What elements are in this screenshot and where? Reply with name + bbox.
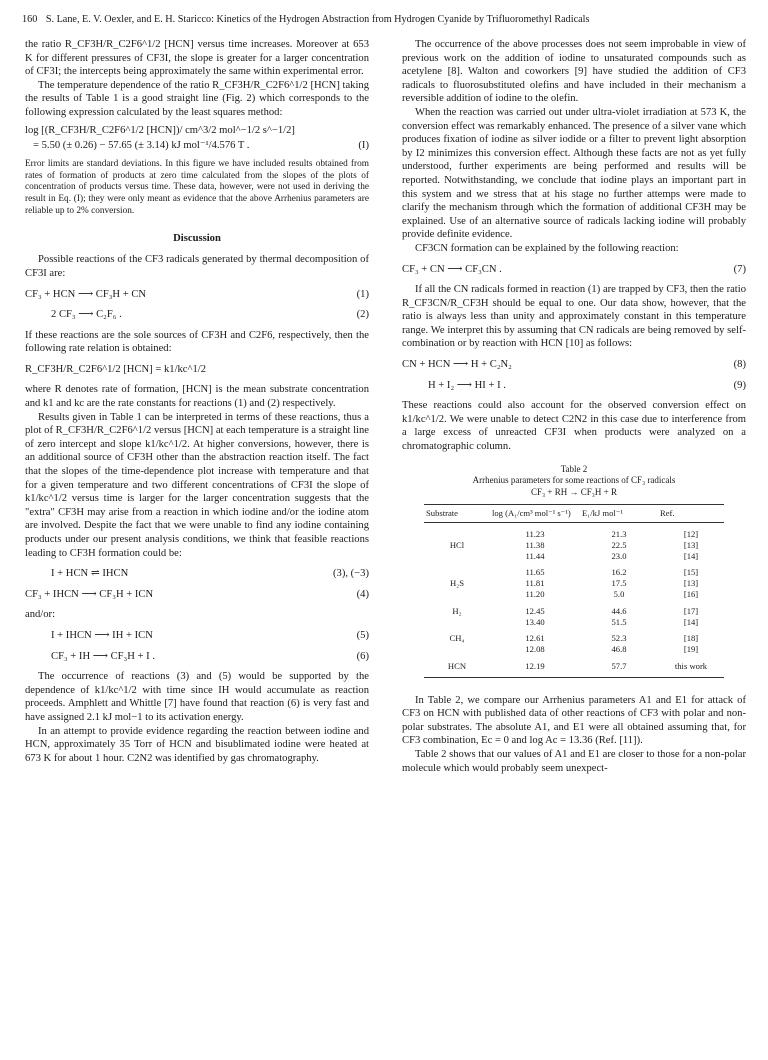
equation-text: R_CF3H/R_C2F6^1/2 [HCN] = k1/kc^1/2 <box>25 363 207 375</box>
equation-I <box>25 124 369 153</box>
paragraph: The occurrence of the above processes does not seem improbable in view of previous work on the addition of iodine to unsaturated compounds such as acetylene [8]. Walton and coworkers [9] have studied the addition of CF3 radicals to fluorosubstituted olefins and have included in their mechanism a reversible addition of iodine to the olefin. <box>402 39 746 105</box>
paragraph: In an attempt to provide evidence regarding the reaction between iodine and HCN, approximately 35 Torr of HCN and bisublimated iodine were heated at 673 K for about 1 hour. C2N2 was identified by gas chromatography. <box>25 725 369 764</box>
table-cell: 22.5 <box>611 539 627 550</box>
equation-I-line1: log [(R_CF3H/R_C2F6^1/2 [HCN])/ cm^3/2 mol^−1/2 s^−1/2] <box>25 124 295 136</box>
paragraph: If all the CN radicals formed in reaction (1) are trapped by CF3, then the ratio R_CF3CN/R_CF3H should be equal to one. Our data show, however, that the ratio is always less than unity and approximately constant in this temperature range. We interpret this by assuming that CN radicals are being removed by self-combination or by reaction with HCN [10] as follows: <box>402 284 746 350</box>
table-cell: 23.0 <box>611 550 627 561</box>
table-row <box>424 561 724 578</box>
left-column <box>25 38 369 1048</box>
equation-number: (9) <box>733 379 746 391</box>
running-header <box>22 13 746 27</box>
table-row <box>424 578 724 589</box>
equation-number: (3), (−3) <box>333 568 369 580</box>
table-row <box>424 655 724 677</box>
table-cell: 11.81 <box>525 578 545 589</box>
equation-number: (7) <box>733 263 746 275</box>
table-cell: 46.8 <box>611 644 627 655</box>
table-cell: [12] <box>683 528 699 539</box>
table-cell: 21.3 <box>611 528 627 539</box>
equation-number: (6) <box>356 650 369 662</box>
equation-number: (1) <box>356 288 369 300</box>
column-header: log (A₁/cm³ mol⁻¹ s⁻¹) <box>490 505 580 523</box>
page-number: 160 <box>22 14 38 25</box>
paragraph: When the reaction was carried out under ultra-violet irradiation at 573 K, the conversion effect was remarkably enhanced. The presence of a silver vane which produces fixation of iodine as silver iodide or a filter to prevent light absorption by I2 minimizes this conversion effect. Although these facts are not as yet fully understood, further experiments are being performed and results will be reported. Notwithstanding, we conclude that iodine plays an important part in this system and we stress that at his stage no further attemps were made to clarify the mechanism through which the formation of additional CF3H may be explained. Use of an alternative source of radicals lacking iodine will probably provide definite evidence. <box>402 106 746 241</box>
table-cell: 11.38 <box>525 539 545 550</box>
table-row <box>424 540 724 551</box>
equation-text: CN + HCN ⟶ H + C₂N₂ <box>402 359 512 371</box>
table-cell: 5.0 <box>613 588 625 599</box>
table-cell: [13] <box>683 539 699 550</box>
table-cell-substrate: H₂ <box>452 605 462 616</box>
paragraph: the ratio R_CF3H/R_C2F6^1/2 [HCN] versus time increases. Moreover at 653 K for different pressures of CF3I, the slope is greater for a larger concentration of CF3I; the intercepts being approximately the same within experimental error. <box>25 39 369 78</box>
table-row <box>424 522 724 539</box>
paragraph: Possible reactions of the CF3 radicals generated by thermal decomposition of CF3I are: <box>25 254 369 279</box>
table-cell-substrate: HCN <box>424 655 490 677</box>
table-caption <box>402 464 746 499</box>
table-cell-substrate: CH₄ <box>449 633 465 644</box>
table-row <box>424 627 724 644</box>
table-row <box>424 551 724 562</box>
table-cell: 11.65 <box>525 567 545 578</box>
table-row <box>424 589 724 600</box>
table-cell: 16.2 <box>611 567 627 578</box>
equation-6 <box>25 650 369 664</box>
equation-number: (8) <box>733 359 746 371</box>
table-cell: 52.3 <box>611 633 627 644</box>
paragraph: In Table 2, we compare our Arrhenius parameters A1 and E1 for attack of CF3 on HCN with published data of other reactions of CF3 with polar and non-polar substrates. The absolute A1, and E1 were all obtained assuming that, for CF3 combination, Ec = 0 and log Ac = 13.36 (Ref. [11]). <box>402 694 746 747</box>
equation-text: CF₃ + IH ⟶ CF₃H + I . <box>51 650 155 662</box>
equation-number: (I) <box>358 140 369 152</box>
column-header: Substrate <box>424 505 490 523</box>
table-cell: [13] <box>683 578 699 589</box>
table-cell: [16] <box>683 588 699 599</box>
table-cell: 12.19 <box>490 655 580 677</box>
table-cell: [14] <box>683 550 699 561</box>
equation-text: I + HCN ⇌ IHCN <box>51 568 129 580</box>
table-cell: 11.23 <box>525 528 545 539</box>
table-cell: [18] <box>683 633 699 644</box>
equation-1 <box>25 288 369 302</box>
equation-7 <box>402 263 746 277</box>
equation-4 <box>25 588 369 602</box>
table-cell: 11.44 <box>525 550 545 561</box>
table-cell: 57.7 <box>580 655 658 677</box>
column-header: E₁/kJ mol⁻¹ <box>580 505 658 523</box>
equation-I-line2: = 5.50 (± 0.26) − 57.65 (± 3.14) kJ mol⁻¹/4.576 T . <box>33 140 250 152</box>
paragraph: Table 2 shows that our values of A1 and E1 are closer to those for a non-polar molecule which would probably seem unexpect- <box>402 749 746 774</box>
paragraph: These reactions could also account for the observed conversion effect on k1/kc^1/2. We were unable to detect C2N2 in this case due to interference from a large excess of unreacted CF3I when products were analyzed on a chromatographic column. <box>402 400 746 453</box>
equation-number: (4) <box>356 588 369 600</box>
equation-3 <box>25 567 369 581</box>
equation-9 <box>402 379 746 393</box>
column-header: Ref. <box>658 505 724 523</box>
right-column <box>402 38 746 1048</box>
table-cell: [17] <box>683 605 699 616</box>
arrhenius-table <box>424 504 724 678</box>
table-title: Arrhenius parameters for some reactions of CF₃ radicals <box>472 475 676 486</box>
equation-text: CF₃ + CN ⟶ CF₃CN . <box>402 263 502 275</box>
table-row <box>424 617 724 628</box>
table-header-row <box>424 505 724 523</box>
table-cell: [15] <box>683 567 699 578</box>
paragraph-note: Error limits are standard deviations. In this figure we have included results obtained from rates of formation of products at zero time calculated from the slopes of the plots of concentration of products versus time. These data, however, were not used in deriving the result in Eq. (I); they were only meant as evidence that the above Arrhenius parameters are reliable up to 2% conversion. <box>25 158 369 216</box>
table-cell: 12.61 <box>525 633 545 644</box>
table-cell: [19] <box>683 644 699 655</box>
rate-relation <box>25 363 369 377</box>
table-cell: 12.08 <box>525 644 545 655</box>
equation-number: (5) <box>356 629 369 641</box>
table-cell: 51.5 <box>611 616 627 627</box>
equation-number: (2) <box>356 309 369 321</box>
paragraph: CF3CN formation can be explained by the following reaction: <box>415 242 679 254</box>
table-cell-substrate: HCl <box>449 539 465 550</box>
equation-8 <box>402 358 746 372</box>
equation-text: I + IHCN ⟶ IH + ICN <box>51 629 153 641</box>
table-cell: this work <box>658 655 724 677</box>
table-reaction: CF₃ + RH → CF₃H + R <box>531 486 617 497</box>
paragraph: The temperature dependence of the ratio R_CF3H/R_C2F6^1/2 [HCN] taking the results of Table 1 is a good straight line (Fig. 2) which corresponds to the following expression calculated by the least squares method: <box>25 79 369 118</box>
equation-text: 2 CF₃ ⟶ C₂F₆ . <box>51 309 122 321</box>
table-row <box>424 600 724 617</box>
table-label: Table 2 <box>560 463 588 474</box>
paragraph: The occurrence of reactions (3) and (5) would be supported by the dependence of k1/kc^1/2 with time since IH would accumulate as reaction proceeds. Amphlett and Whittle [7] have found that reaction (6) is very fast and have assigned 2.1 kJ mol−1 to its activation energy. <box>25 671 369 723</box>
table-cell: 44.6 <box>611 605 627 616</box>
table-cell: 13.40 <box>525 616 545 627</box>
paragraph: Results given in Table 1 can be interpreted in terms of these reactions, thus a plot of R_CF3H/R_C2F6^1/2 versus [HCN] at each temperature is a straight line of zero intercept and slope k1/kc^1/2. At higher conversions, however, there is an additional source of CF3H other than the abstraction reaction itself. The fact that the slopes of the time-dependence plot increase with temperature and that for a given temperature and two different concentrations of CF3I the slope of k1/kc^1/2 versus time is larger for the larger concentration suggests that the "extra" CF3H may arise from a reaction in which iodine and/or the iodine atom are involved. Despite the fact that we were unable to find any iodine containing products under our present analysis conditions, we think that feasible reactions leading to CF3H formation could be: <box>25 411 369 559</box>
equation-2 <box>25 308 369 322</box>
table-cell: [14] <box>683 616 699 627</box>
table-cell-substrate: H₂S <box>450 578 464 589</box>
table-cell: 12.45 <box>525 605 545 616</box>
table-cell: 11.20 <box>525 588 545 599</box>
equation-text: CF₃ + IHCN ⟶ CF₃H + ICN <box>25 588 154 600</box>
running-title: S. Lane, E. V. Oexler, and E. H. Staricco: Kinetics of the Hydrogen Abstraction from Hydrogen Cyanide by Trifluoromethyl Radicals <box>45 14 590 25</box>
equation-text: CF₃ + HCN ⟶ CF₃H + CN <box>25 288 147 300</box>
section-heading: Discussion <box>173 232 221 244</box>
and-or-label: and/or: <box>25 609 56 621</box>
paragraph: where R denotes rate of formation, [HCN] is the mean substrate concentration and k1 and kc are the rate constants for reactions (1) and (2) respectively. <box>25 384 369 410</box>
table-cell: 17.5 <box>611 578 627 589</box>
equation-5 <box>25 629 369 643</box>
table-row <box>424 644 724 655</box>
equation-text: H + I₂ ⟶ HI + I . <box>428 379 506 391</box>
paragraph: If these reactions are the sole sources of CF3H and C2F6, respectively, then the following rate relation is obtained: <box>25 329 369 355</box>
